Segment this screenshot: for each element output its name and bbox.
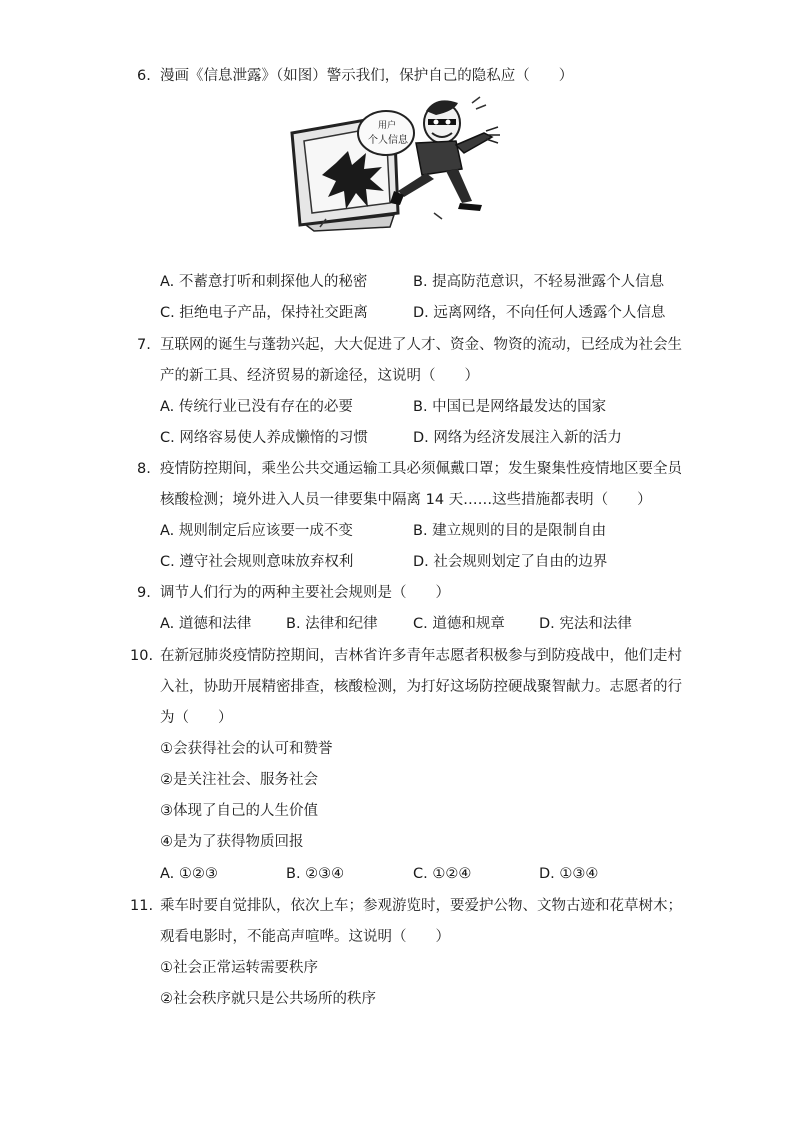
question-6-option-b[interactable]: B. 提高防范意识，不轻易泄露个人信息 xyxy=(413,274,665,290)
question-8-option-a[interactable]: A. 规则制定后应该要一成不变 xyxy=(160,523,353,539)
question-7-option-a[interactable]: A. 传统行业已没有存在的必要 xyxy=(160,399,353,415)
bag-label-user: 用户 xyxy=(378,121,397,131)
question-9-option-c[interactable]: C. 道德和规章 xyxy=(413,616,505,632)
question-7-option-c[interactable]: C. 网络容易使人养成懒惰的习惯 xyxy=(160,430,368,446)
question-6-stem: 漫画《信息泄露》（如图）警示我们，保护自己的隐私应（ ） xyxy=(160,68,574,84)
question-8-option-d[interactable]: D. 社会规则划定了自由的边界 xyxy=(413,554,608,570)
question-6-option-a[interactable]: A. 不蓄意打听和刺探他人的秘密 xyxy=(160,274,368,290)
question-10-stem-line2: 入社，协助开展精密排查，核酸检测，为打好这场防控硬战聚智献力。志愿者的行 xyxy=(160,679,682,695)
question-9-option-d[interactable]: D. 宪法和法律 xyxy=(539,616,632,632)
question-8-number: 8. xyxy=(137,461,151,477)
question-8-stem-line2: 核酸检测；境外进入人员一律要集中隔离 14 天……这些措施都表明（ ） xyxy=(160,492,652,508)
question-10-option-c[interactable]: C. ①②④ xyxy=(413,866,472,882)
bag-label-personal-info: 个人信息 xyxy=(368,135,408,146)
question-8-option-b[interactable]: B. 建立规则的目的是限制自由 xyxy=(413,523,607,539)
question-10-stem-line1: 在新冠肺炎疫情防控期间，吉林省许多青年志愿者积极参与到防疫战中，他们走村 xyxy=(160,648,682,664)
question-11-statement-2: ②社会秩序就只是公共场所的秩序 xyxy=(160,991,376,1007)
question-10-statement-4: ④是为了获得物质回报 xyxy=(160,834,304,850)
question-10-number: 10. xyxy=(130,648,154,664)
question-9-option-a[interactable]: A. 道德和法律 xyxy=(160,616,252,632)
question-9-number: 9. xyxy=(137,585,151,601)
question-10-stem-line3: 为（ ） xyxy=(160,710,233,726)
question-6-number: 6. xyxy=(137,68,151,84)
question-9-stem: 调节人们行为的两种主要社会规则是（ ） xyxy=(160,585,450,601)
question-11-stem-line1: 乘车时要自觉排队，依次上车；参观游览时，要爱护公物、文物古迹和花草树木； xyxy=(160,898,682,914)
question-11-statement-1: ①社会正常运转需要秩序 xyxy=(160,960,318,976)
question-7-option-d[interactable]: D. 网络为经济发展注入新的活力 xyxy=(413,430,622,446)
question-10-statement-1: ①会获得社会的认可和赞誉 xyxy=(160,741,333,757)
question-8-option-c[interactable]: C. 遵守社会规则意味放弃权利 xyxy=(160,554,354,570)
question-7-number: 7. xyxy=(137,337,151,353)
question-11-stem-line2: 观看电影时，不能高声喧哗。这说明（ ） xyxy=(160,929,450,945)
question-7-stem-line1: 互联网的诞生与蓬勃兴起，大大促进了人才、资金、物资的流动，已经成为社会生 xyxy=(160,337,682,353)
question-6-option-c[interactable]: C. 拒绝电子产品，保持社交距离 xyxy=(160,305,368,321)
question-7-option-b[interactable]: B. 中国已是网络最发达的国家 xyxy=(413,399,607,415)
question-7-stem-line2: 产的新工具、经济贸易的新途径，这说明（ ） xyxy=(160,368,479,384)
question-10-statement-3: ③体现了自己的人生价值 xyxy=(160,803,318,819)
question-9-option-b[interactable]: B. 法律和纪律 xyxy=(286,616,378,632)
question-10-option-a[interactable]: A. ①②③ xyxy=(160,866,218,882)
question-10-statement-2: ②是关注社会、服务社会 xyxy=(160,772,318,788)
question-11-number: 11. xyxy=(130,898,154,914)
question-10-option-b[interactable]: B. ②③④ xyxy=(286,866,345,882)
question-10-option-d[interactable]: D. ①③④ xyxy=(539,866,599,882)
info-bag-shape xyxy=(358,111,414,155)
question-8-stem-line1: 疫情防控期间，乘坐公共交通运输工具必须佩戴口罩；发生聚集性疫情地区要全员 xyxy=(160,461,682,477)
question-6-option-d[interactable]: D. 远离网络，不向任何人透露个人信息 xyxy=(413,305,666,321)
info-leak-cartoon xyxy=(286,93,504,233)
